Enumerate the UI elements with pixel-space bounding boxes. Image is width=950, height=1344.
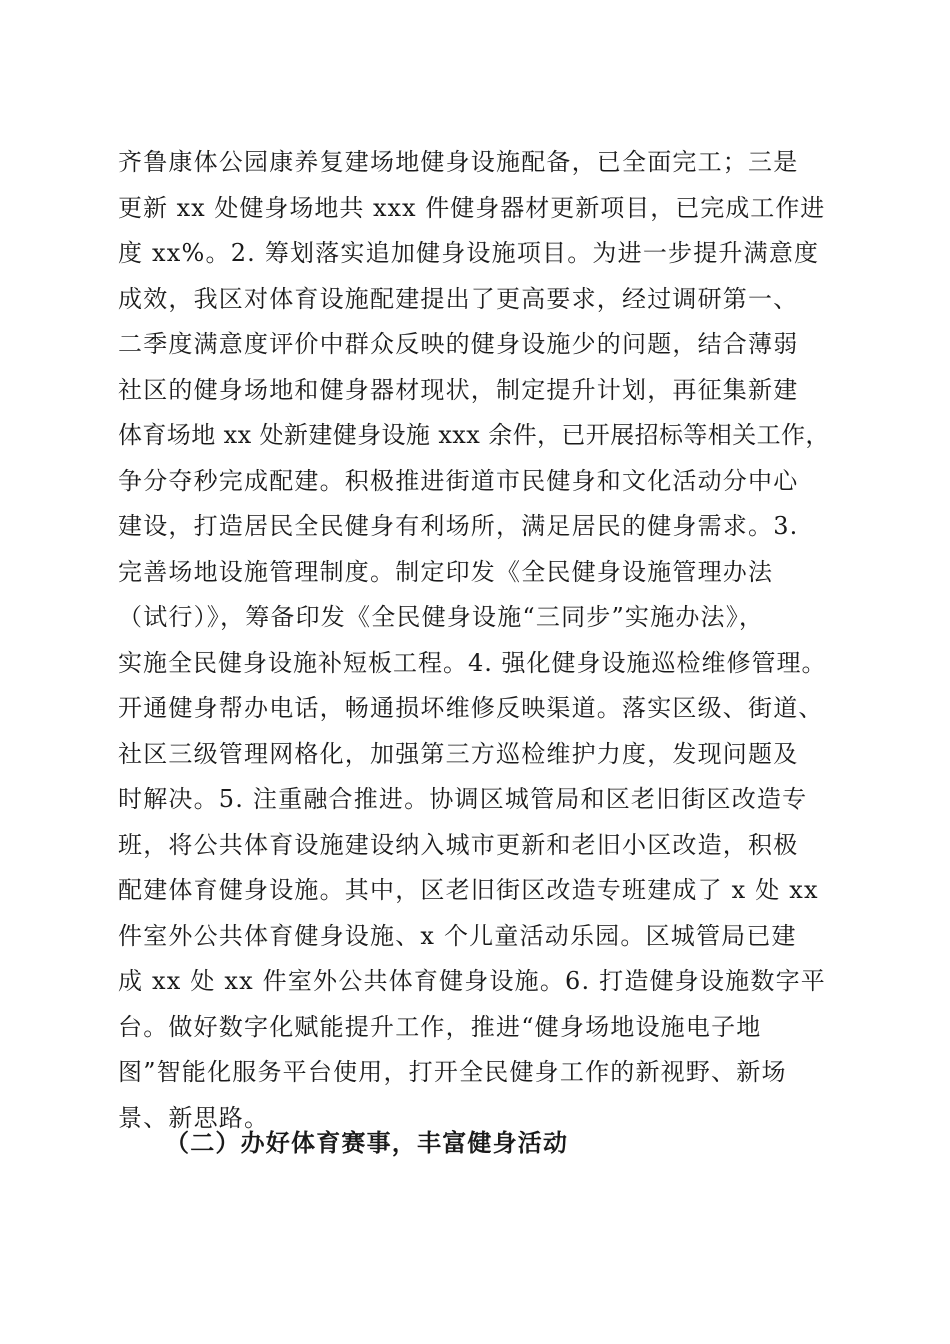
paragraph-line: 度 xx%。2. 筹划落实追加健身设施项目。为进一步提升满意度 [118, 239, 820, 267]
paragraph-line: 班，将公共体育设施建设纳入城市更新和老旧小区改造，积极 [118, 830, 799, 859]
paragraph-line: 更新 xx 处健身场地共 xxx 件健身器材更新项目，已完成工作进 [118, 193, 826, 222]
paragraph-line: 建设，打造居民全民健身有利场所，满足居民的健身需求。3. [118, 512, 799, 540]
paragraph-line: 齐鲁康体公园康养复建场地健身设施配备，已全面完工；三是 [118, 148, 799, 176]
paragraph-line: 社区三级管理网格化，加强第三方巡检维护力度，发现问题及 [118, 739, 799, 768]
section-heading: （二）办好体育赛事，丰富健身活动 [165, 1128, 569, 1157]
paragraph-line: 成效，我区对体育设施配建提出了更高要求，经过调研第一、 [118, 284, 799, 313]
paragraph-line: 体育场地 xx 处新建健身设施 xxx 余件，已开展招标等相关工作， [118, 421, 830, 449]
paragraph-line: 时解决。5. 注重融合推进。协调区城管局和区老旧街区改造专 [118, 785, 808, 813]
paragraph-line: 配建体育健身设施。其中，区老旧街区改造专班建成了 x 处 xx [118, 876, 819, 904]
paragraph-line: 台。做好数字化赋能提升工作，推进“健身场地设施电子地 [118, 1012, 762, 1041]
paragraph-line: 二季度满意度评价中群众反映的健身设施少的问题，结合薄弱 [118, 330, 799, 358]
paragraph-line: 社区的健身场地和健身器材现状，制定提升计划，再征集新建 [118, 375, 799, 404]
paragraph-line: 成 xx 处 xx 件室外公共体育健身设施。6. 打造健身设施数字平 [118, 967, 826, 995]
paragraph-line: 景、新思路。 [118, 1103, 270, 1132]
paragraph-line: 实施全民健身设施补短板工程。4. 强化健身设施巡检维修管理。 [118, 648, 827, 677]
paragraph-line: 完善场地设施管理制度。制定印发《全民健身设施管理办法 [118, 557, 774, 586]
paragraph-line: （试行）》，筹备印发《全民健身设施“三同步”实施办法》， [118, 603, 765, 631]
paragraph-line: 开通健身帮办电话，畅通损坏维修反映渠道。落实区级、街道、 [118, 694, 824, 722]
body-paragraph [118, 140, 830, 1141]
paragraph-line: 件室外公共体育健身设施、x 个儿童活动乐园。区城管局已建 [118, 921, 797, 950]
paragraph-line: 图”智能化服务平台使用，打开全民健身工作的新视野、新场 [118, 1058, 787, 1086]
paragraph-line: 争分夺秒完成配建。积极推进街道市民健身和文化活动分中心 [118, 466, 799, 495]
